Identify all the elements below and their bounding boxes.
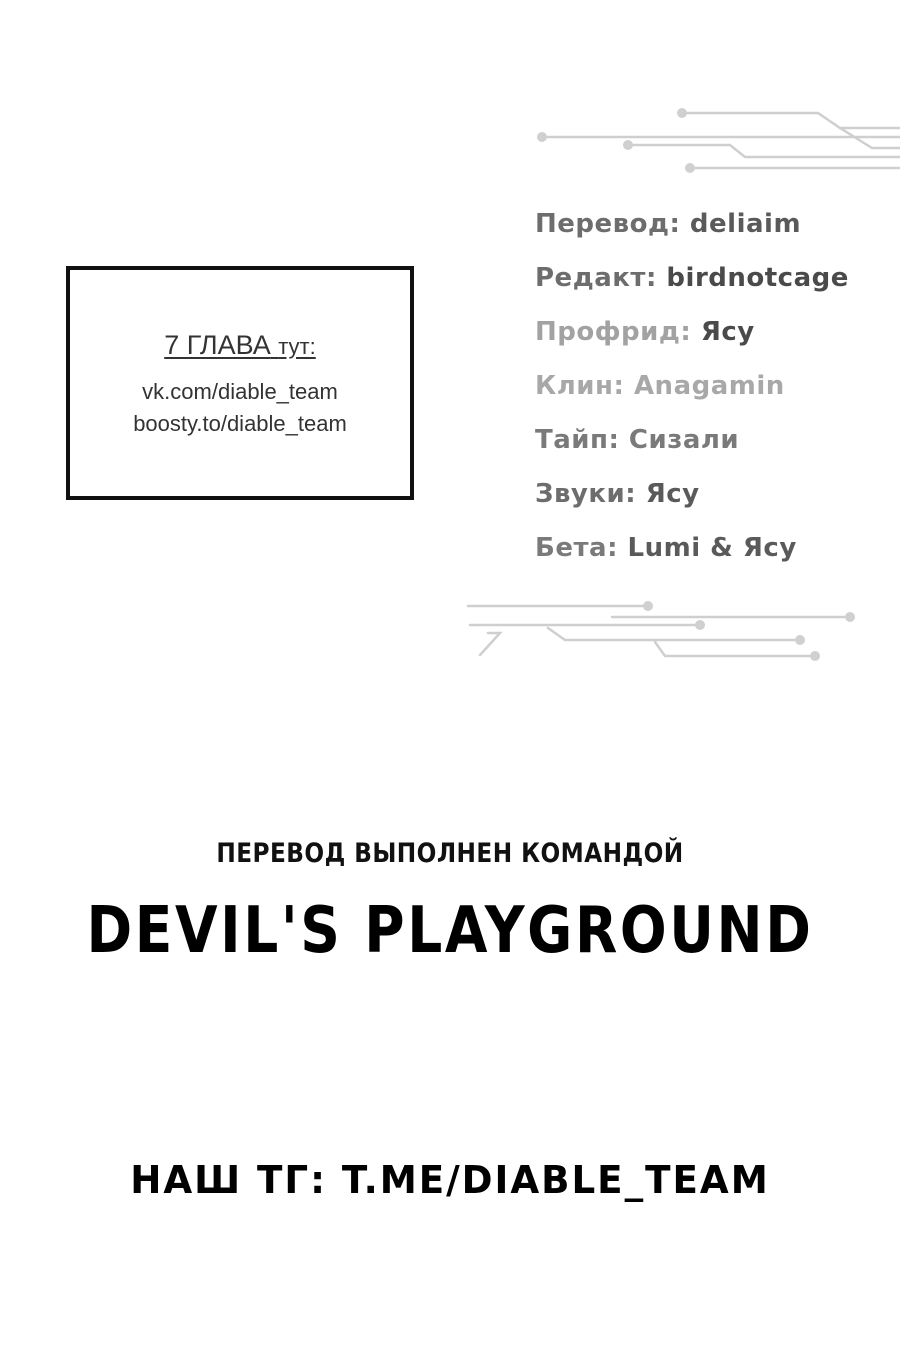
credits-list xyxy=(535,204,895,582)
credit-name: deliaim xyxy=(689,209,802,239)
credit-editing xyxy=(535,258,895,312)
credit-name: Ясу xyxy=(645,479,700,509)
chapter-label: 7 ГЛАВА xyxy=(164,330,271,360)
credit-role: Бета: xyxy=(535,533,618,563)
credit-name: Lumi & Ясу xyxy=(627,533,797,563)
credit-sounds xyxy=(535,474,895,528)
chapter-label-suffix: тут: xyxy=(278,334,316,359)
vk-link[interactable]: vk.com/diable_team xyxy=(142,379,338,404)
credit-name: birdnotcage xyxy=(666,263,849,293)
team-name: DEVIL'S PLAYGROUND xyxy=(86,894,814,968)
credit-name: Anagamin xyxy=(633,371,785,401)
credit-proofreading xyxy=(535,312,895,366)
team-caption: ПЕРЕВОД ВЫПОЛНЕН КОМАНДОЙ xyxy=(216,838,684,869)
chapter-title xyxy=(70,328,410,364)
credit-role: Редакт: xyxy=(535,263,657,293)
chapter-info-box xyxy=(66,266,414,500)
credit-translation xyxy=(535,204,895,258)
credit-name: Ясу xyxy=(700,317,755,347)
credit-role: Перевод: xyxy=(535,209,681,239)
credit-name: Сизали xyxy=(628,425,740,455)
credit-role: Тайп: xyxy=(535,425,620,455)
credit-beta xyxy=(535,528,895,582)
credit-role: Звуки: xyxy=(535,479,637,509)
boosty-link[interactable]: boosty.to/diable_team xyxy=(133,411,347,436)
telegram-link[interactable]: НАШ ТГ: T.ME/DIABLE_TEAM xyxy=(130,1158,770,1202)
credit-cleaning xyxy=(535,366,895,420)
credit-role: Клин: xyxy=(535,371,625,401)
credit-role: Профрид: xyxy=(535,317,692,347)
credit-typesetting xyxy=(535,420,895,474)
